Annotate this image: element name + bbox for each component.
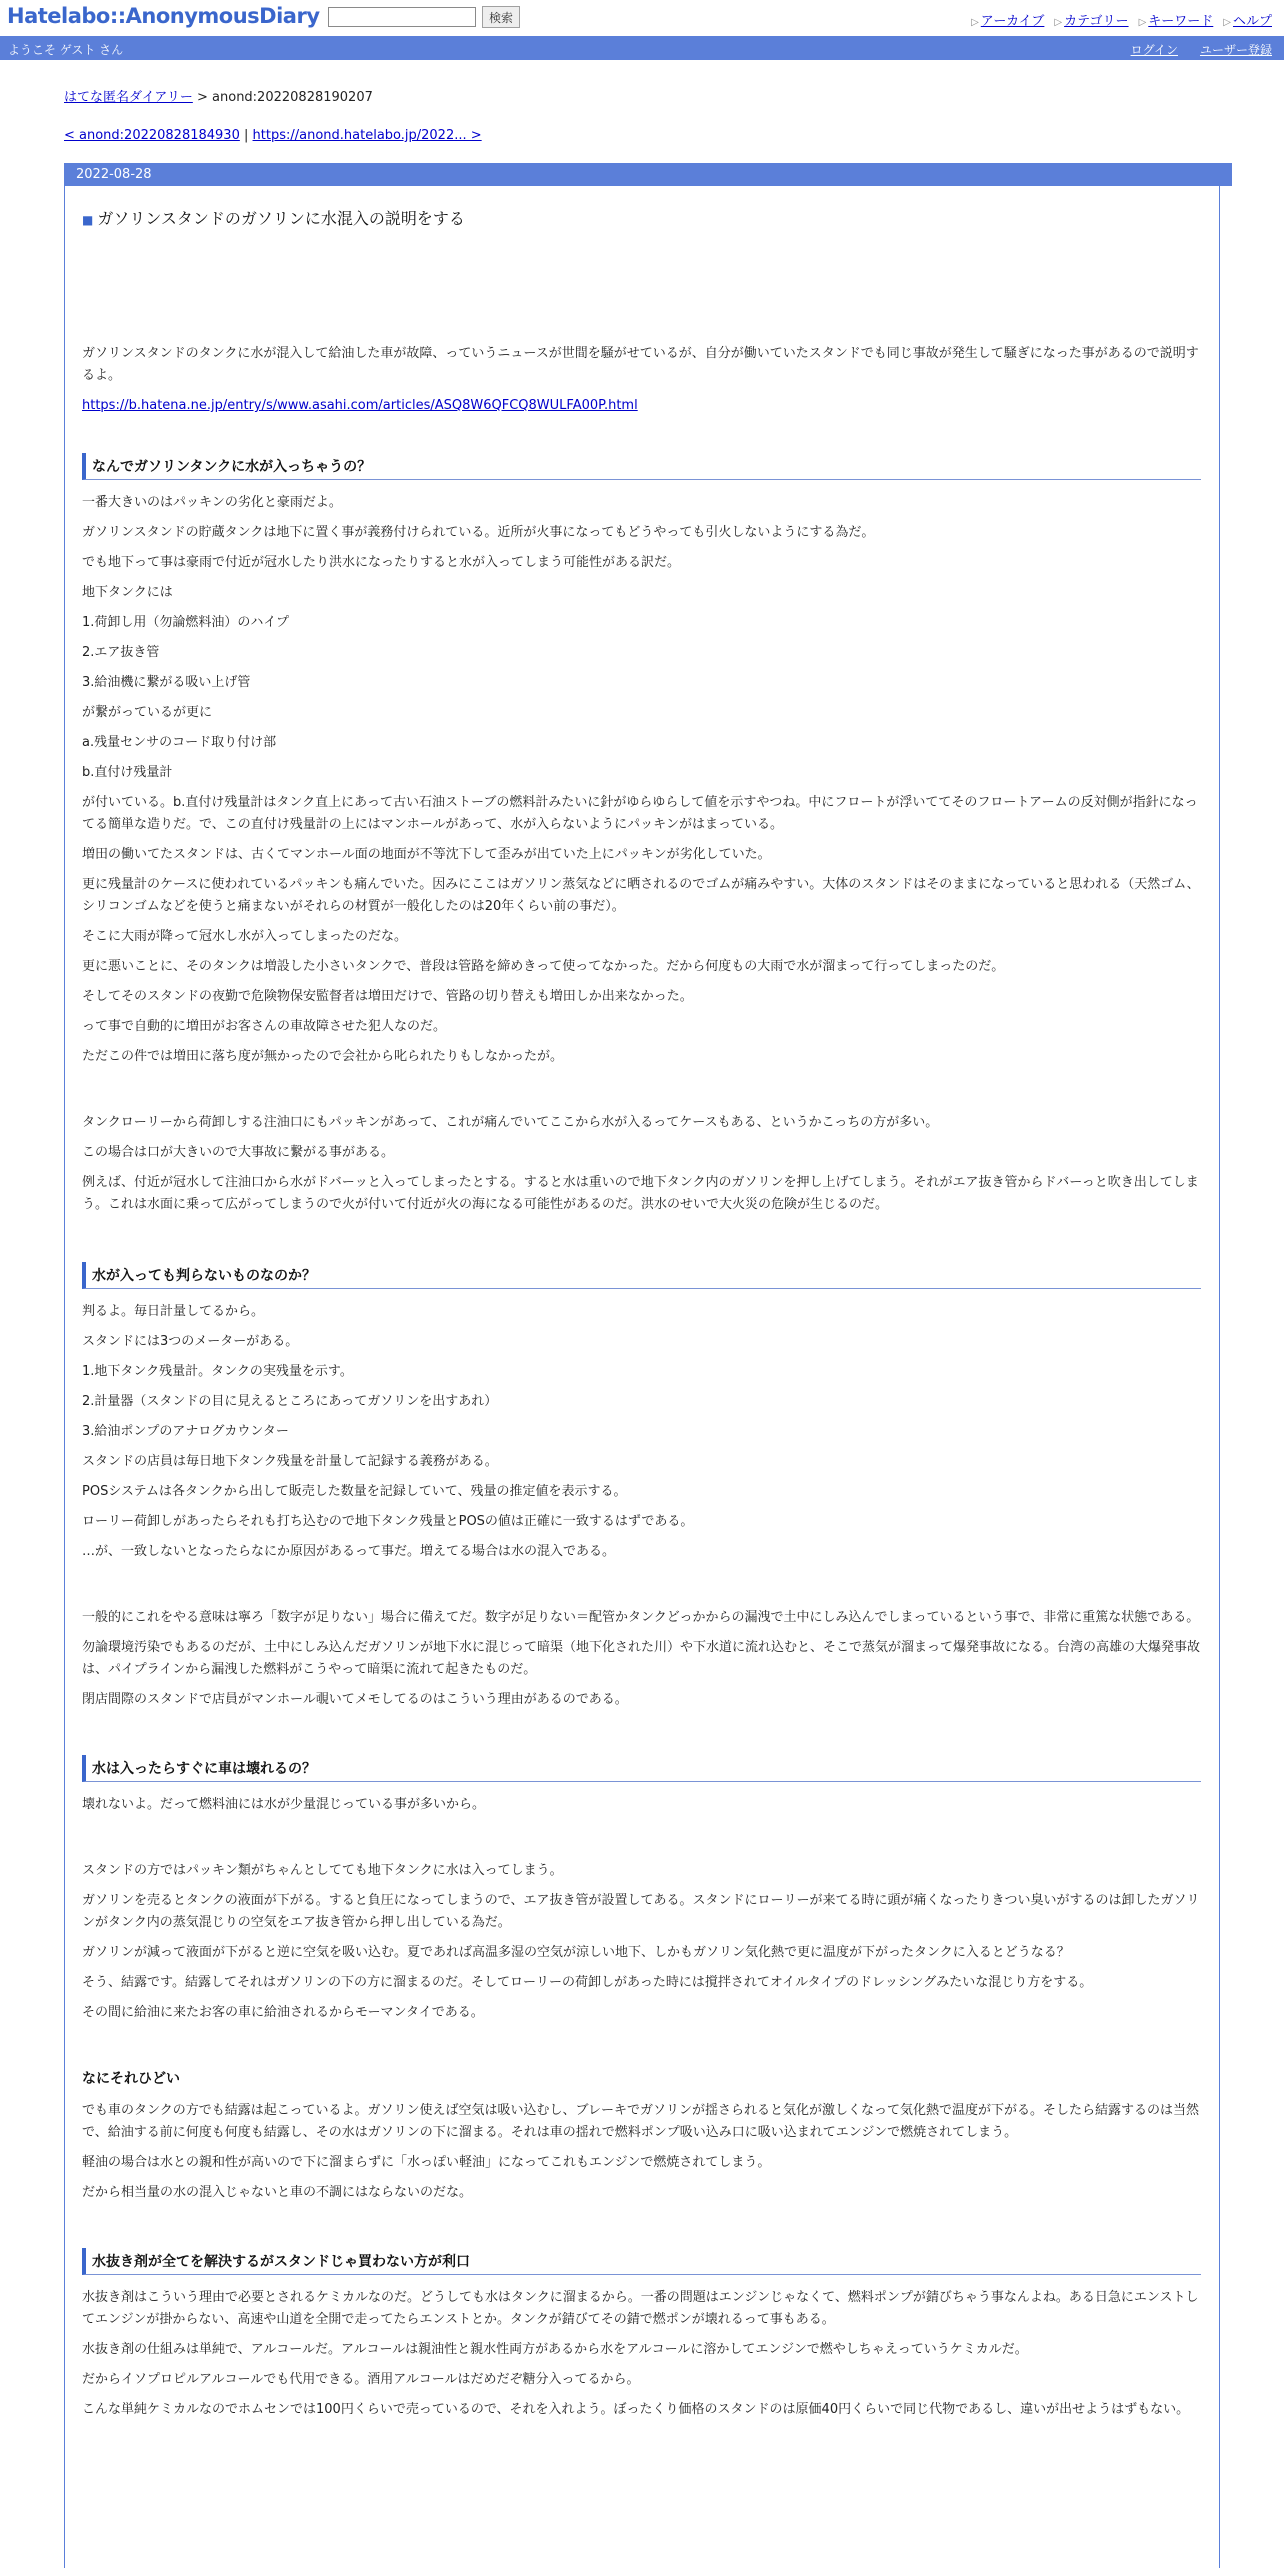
body-paragraph: が繋がっているが更に xyxy=(82,705,213,720)
body-paragraph: 地下タンクには xyxy=(82,585,173,600)
breadcrumb xyxy=(64,86,373,105)
help-link[interactable]: ヘルプ xyxy=(1232,14,1272,29)
entry-date: 2022-08-28 xyxy=(64,163,1232,186)
welcome-bar xyxy=(0,36,1284,60)
body-paragraph: 水抜き剤はこういう理由で必要とされるケミカルなのだ。どうしても水はタンクに溜まるから。一番の問題はエンジンじゃなくて、燃料ポンプが錆びちゃう事なんよね。ある日急にエンストしてエンジンが掛からない、高速や山道を全開で走ってたらエンストとか。タンクが錆びてその錆で燃ポンが壊れるって事もある。 xyxy=(82,2290,1199,2327)
next-entry-link[interactable]: https://anond.hatelabo.jp/2022... > xyxy=(252,128,482,143)
search-input[interactable] xyxy=(328,7,476,27)
body-paragraph: って事で自動的に増田がお客さんの車故障させた犯人なのだ。 xyxy=(82,1019,447,1034)
body-paragraph: でも車のタンクの方でも結露は起こっているよ。ガソリン使えば空気は吸い込むし、ブレーキでガソリンが揺さられると気化が激しくなって気化熱で温度が下がる。そしたら結露するのは当然で、給油する前に何度も何度も結露し、その水はガソリンの下に溜まる。それは車の揺れで燃料ポンプ吸い込み口に吸い込まれてエンジンで燃焼されてしまう。 xyxy=(82,2103,1199,2140)
breadcrumb-home-link[interactable]: はてな匿名ダイアリー xyxy=(64,90,193,105)
body-paragraph: 1.地下タンク残量計。タンクの実残量を示す。 xyxy=(82,1364,353,1379)
paragraph-group xyxy=(82,2287,1201,2421)
body-paragraph: b.直付け残量計 xyxy=(82,765,173,780)
body-paragraph: が付いている。b.直付け残量計はタンク直上にあって古い石油ストーブの燃料計みたいに針がゆらゆらして値を示すやつね。中にフロートが浮いててそのフロートアームの反対側が指針になってる簡単な造りだ。で、この直付け残量計の上にはマンホールがあって、水が入らないようにパッキンがはまっている。 xyxy=(82,795,1198,832)
prev-entry-link[interactable]: < anond:20220828184930 xyxy=(64,128,240,143)
subsection-heading: なにそれひどい xyxy=(82,2071,180,2087)
paragraph-group xyxy=(82,1860,1201,2024)
body-paragraph: 一般的にこれをやる意味は寧ろ「数字が足りない」場合に備えてだ。数字が足りない＝配管かタンクどっかからの漏洩で土中にしみ込んでしまっているという事で、非常に重篤な状態である。 xyxy=(82,1610,1200,1625)
keyword-link[interactable]: キーワード xyxy=(1148,14,1214,29)
body-paragraph: 1.荷卸し用（勿論燃料油）のハイプ xyxy=(82,615,290,630)
paragraph-group xyxy=(82,1607,1201,1711)
intro-paragraph: ガソリンスタンドのタンクに水が混入して給油した車が故障、っていうニュースが世間を騒がせているが、自分が働いていたスタンドでも同じ事故が発生して騒ぎになった事があるので説明するよ。 xyxy=(82,346,1199,383)
body-paragraph: 2.計量器（スタンドの目に見えるところにあってガソリンを出すあれ） xyxy=(82,1394,498,1409)
body-paragraph: 2.エア抜き管 xyxy=(82,645,160,660)
top-links xyxy=(971,10,1272,29)
entry-title xyxy=(82,206,1201,229)
body-paragraph: ただこの件では増田に落ち度が無かったので会社から叱られたりもしなかったが。 xyxy=(82,1049,564,1064)
body-paragraph: でも地下って事は豪雨で付近が冠水したり洪水になったりすると水が入ってしまう可能性がある訳だ。 xyxy=(82,555,681,570)
pager-separator: | xyxy=(244,128,249,143)
body-paragraph: だから相当量の水の混入じゃないと車の不調にはならないのだな。 xyxy=(82,2185,473,2200)
body-paragraph: この場合は口が大きいので大事故に繋がる事がある。 xyxy=(82,1145,395,1160)
news-link[interactable]: https://b.hatena.ne.jp/entry/s/www.asahi.com/articles/ASQ8W6QFCQ8WULFA00P.html xyxy=(82,398,638,413)
body-paragraph: 例えば、付近が冠水して注油口から水がドバーッと入ってしまったとする。すると水は重いので地下タンク内のガソリンを押し上げてしまう。それがエア抜き管からドバーっと吹き出してしまう。これは水面に乗って広がってしまうので火が付いて付近が火の海になる可能性があるのだ。洪水のせいで大火災の危険が生じるのだ。 xyxy=(82,1175,1199,1212)
paragraph-group xyxy=(82,1794,1201,1816)
body-paragraph: POSシステムは各タンクから出して販売した数量を記録していて、残量の推定値を表示する。 xyxy=(82,1484,627,1499)
body-paragraph: スタンドの方ではパッキン類がちゃんとしてても地下タンクに水は入ってしまう。 xyxy=(82,1863,563,1878)
search-button[interactable]: 検索 xyxy=(482,6,520,28)
arrow-icon: ▷ xyxy=(1138,17,1147,28)
archive-link[interactable]: アーカイブ xyxy=(980,14,1045,29)
body-paragraph: そこに大雨が降って冠水し水が入ってしまったのだな。 xyxy=(82,929,408,944)
square-icon[interactable]: ■ xyxy=(82,213,94,227)
body-paragraph: 一番大きいのはパッキンの劣化と豪雨だよ。 xyxy=(82,495,342,510)
arrow-icon: ▷ xyxy=(971,17,979,28)
body-paragraph: 更に残量計のケースに使われているパッキンも痛んでいた。因みにここはガソリン蒸気などに晒されるのでゴムが痛みやすい。大体のスタンドはそのままになっていると思われる（天然ゴム、シリコンゴムなどを使うと痛まないがそれらの材質が一般化したのは20年くらい前の事だ）。 xyxy=(82,877,1200,914)
section-heading: なんでガソリンタンクに水が入っちゃうの？ xyxy=(82,453,1201,480)
paragraph-group xyxy=(82,1112,1201,1216)
arrow-icon: ▷ xyxy=(1054,17,1063,28)
body-paragraph: そしてそのスタンドの夜勤で危険物保安監督者は増田だけで、管路の切り替えも増田しか出来なかった。 xyxy=(82,989,693,1004)
body-paragraph: ローリー荷卸しがあったらそれも打ち込むので地下タンク残量とPOSの値は正確に一致するはずである。 xyxy=(82,1514,694,1529)
register-link[interactable]: ユーザー登録 xyxy=(1199,43,1272,57)
body-paragraph: ガソリンスタンドの貯蔵タンクは地下に置く事が義務付けられている。近所が火事になってもどうやっても引火しないようにする為だ。 xyxy=(82,525,875,540)
body-paragraph: 閉店間際のスタンドで店員がマンホール覗いてメモしてるのはこういう理由があるのである。 xyxy=(82,1692,628,1707)
body-paragraph: …が、一致しないとなったらなにか原因があるって事だ。増えてる場合は水の混入である。 xyxy=(82,1544,616,1559)
body-paragraph: 勿論環境汚染でもあるのだが、土中にしみ込んだガソリンが地下水に混じって暗渠（地下化された川）や下水道に流れ込むと、そこで蒸気が溜まって爆発事故になる。台湾の高雄の大爆発事故は、パイプラインから漏洩した燃料がこうやって暗渠に流れて起きたものだ。 xyxy=(82,1640,1201,1677)
section-heading: 水は入ったらすぐに車は壊れるの？ xyxy=(82,1755,1201,1782)
body-paragraph: 更に悪いことに、そのタンクは増設した小さいタンクで、普段は管路を締めきって使ってなかった。だから何度もの大雨で水が溜まって行ってしまったのだ。 xyxy=(82,959,1005,974)
login-link[interactable]: ログイン xyxy=(1130,43,1178,57)
body-paragraph: スタンドの店員は毎日地下タンク残量を計量して記録する義務がある。 xyxy=(82,1454,498,1469)
site-logo[interactable]: Hatelabo::AnonymousDiary xyxy=(7,4,320,28)
body-paragraph: ガソリンを売るとタンクの液面が下がる。すると負圧になってしまうので、エア抜き管が設置してある。スタンドにローリーが来てる時に頭が痛くなったりきつい臭いがするのは卸したガソリンがタンク内の蒸気混じりの空気をエア抜き管から押し出している為だ。 xyxy=(82,1893,1200,1930)
body-paragraph: 壊れないよ。だって燃料油には水が少量混じっている事が多いから。 xyxy=(82,1797,486,1812)
paragraph-group xyxy=(82,492,1201,1068)
body-paragraph: 軽油の場合は水との親和性が高いので下に溜まらずに「水っぽい軽油」になってこれもエンジンで燃焼されてしまう。 xyxy=(82,2155,771,2170)
paragraph-group xyxy=(82,2100,1201,2204)
body-paragraph: だからイソプロピルアルコールでも代用できる。酒用アルコールはだめだぞ糖分入ってるから。 xyxy=(82,2372,640,2387)
body-paragraph: a.残量センサのコード取り付け部 xyxy=(82,735,277,750)
body-paragraph: スタンドには3つのメーターがある。 xyxy=(82,1334,299,1349)
body-paragraph: ガソリンが減って液面が下がると逆に空気を吸い込む。夏であれば高温多湿の空気が涼しい地下、しかもガソリン気化熱で更に温度が下がったタンクに入るとどうなる？ xyxy=(82,1945,1070,1960)
body-paragraph: 判るよ。毎日計量してるから。 xyxy=(82,1304,265,1319)
arrow-icon: ▷ xyxy=(1223,17,1231,28)
body-paragraph: 3.給油機に繋がる吸い上げ管 xyxy=(82,675,251,690)
section-heading: 水が入っても判らないものなのか？ xyxy=(82,1262,1201,1289)
body-paragraph: そう、結露です。結露してそれはガソリンの下の方に溜まるのだ。そしてローリーの荷卸しがあった時には撹拌されてオイルタイプのドレッシングみたいな混じり方をする。 xyxy=(82,1975,1093,1990)
body-paragraph: 水抜き剤の仕組みは単純で、アルコールだ。アルコールは親油性と親水性両方があるから水をアルコールに溶かしてエンジンで燃やしちゃえっていうケミカルだ。 xyxy=(82,2342,1028,2357)
category-link[interactable]: カテゴリー xyxy=(1064,14,1129,29)
section-heading: 水抜き剤が全てを解決するがスタンドじゃ買わない方が利口 xyxy=(82,2248,1201,2275)
welcome-text: ようこそ ゲスト さん xyxy=(8,43,124,57)
breadcrumb-current: anond:20220828190207 xyxy=(212,90,373,105)
top-bar xyxy=(0,0,1284,36)
body-paragraph: タンクローリーから荷卸しする注油口にもパッキンがあって、これが痛んでいてここから水が入るってケースもある、というかこっちの方が多い。 xyxy=(82,1115,939,1130)
paragraph-group xyxy=(82,1301,1201,1563)
body-paragraph: 増田の働いてたスタンドは、古くてマンホール面の地面が不等沈下して歪みが出ていた上にパッキンが劣化していた。 xyxy=(82,847,771,862)
account-links xyxy=(1131,41,1272,58)
breadcrumb-separator: > xyxy=(196,90,208,105)
body-paragraph: こんな単純ケミカルなのでホムセンでは100円くらいで売っているので、それを入れよう。ぼったくり価格のスタンドのは原価40円くらいで同じ代物であるし、違いが出せようはずもない。 xyxy=(82,2402,1190,2417)
body-paragraph: その間に給油に来たお客の車に給油されるからモーマンタイである。 xyxy=(82,2005,484,2020)
entry-body xyxy=(64,186,1220,2568)
entry-title-text: ガソリンスタンドのガソリンに水混入の説明をする xyxy=(97,209,465,228)
body-paragraph: 3.給油ポンプのアナログカウンター xyxy=(82,1424,289,1439)
entry-pager xyxy=(64,128,482,143)
